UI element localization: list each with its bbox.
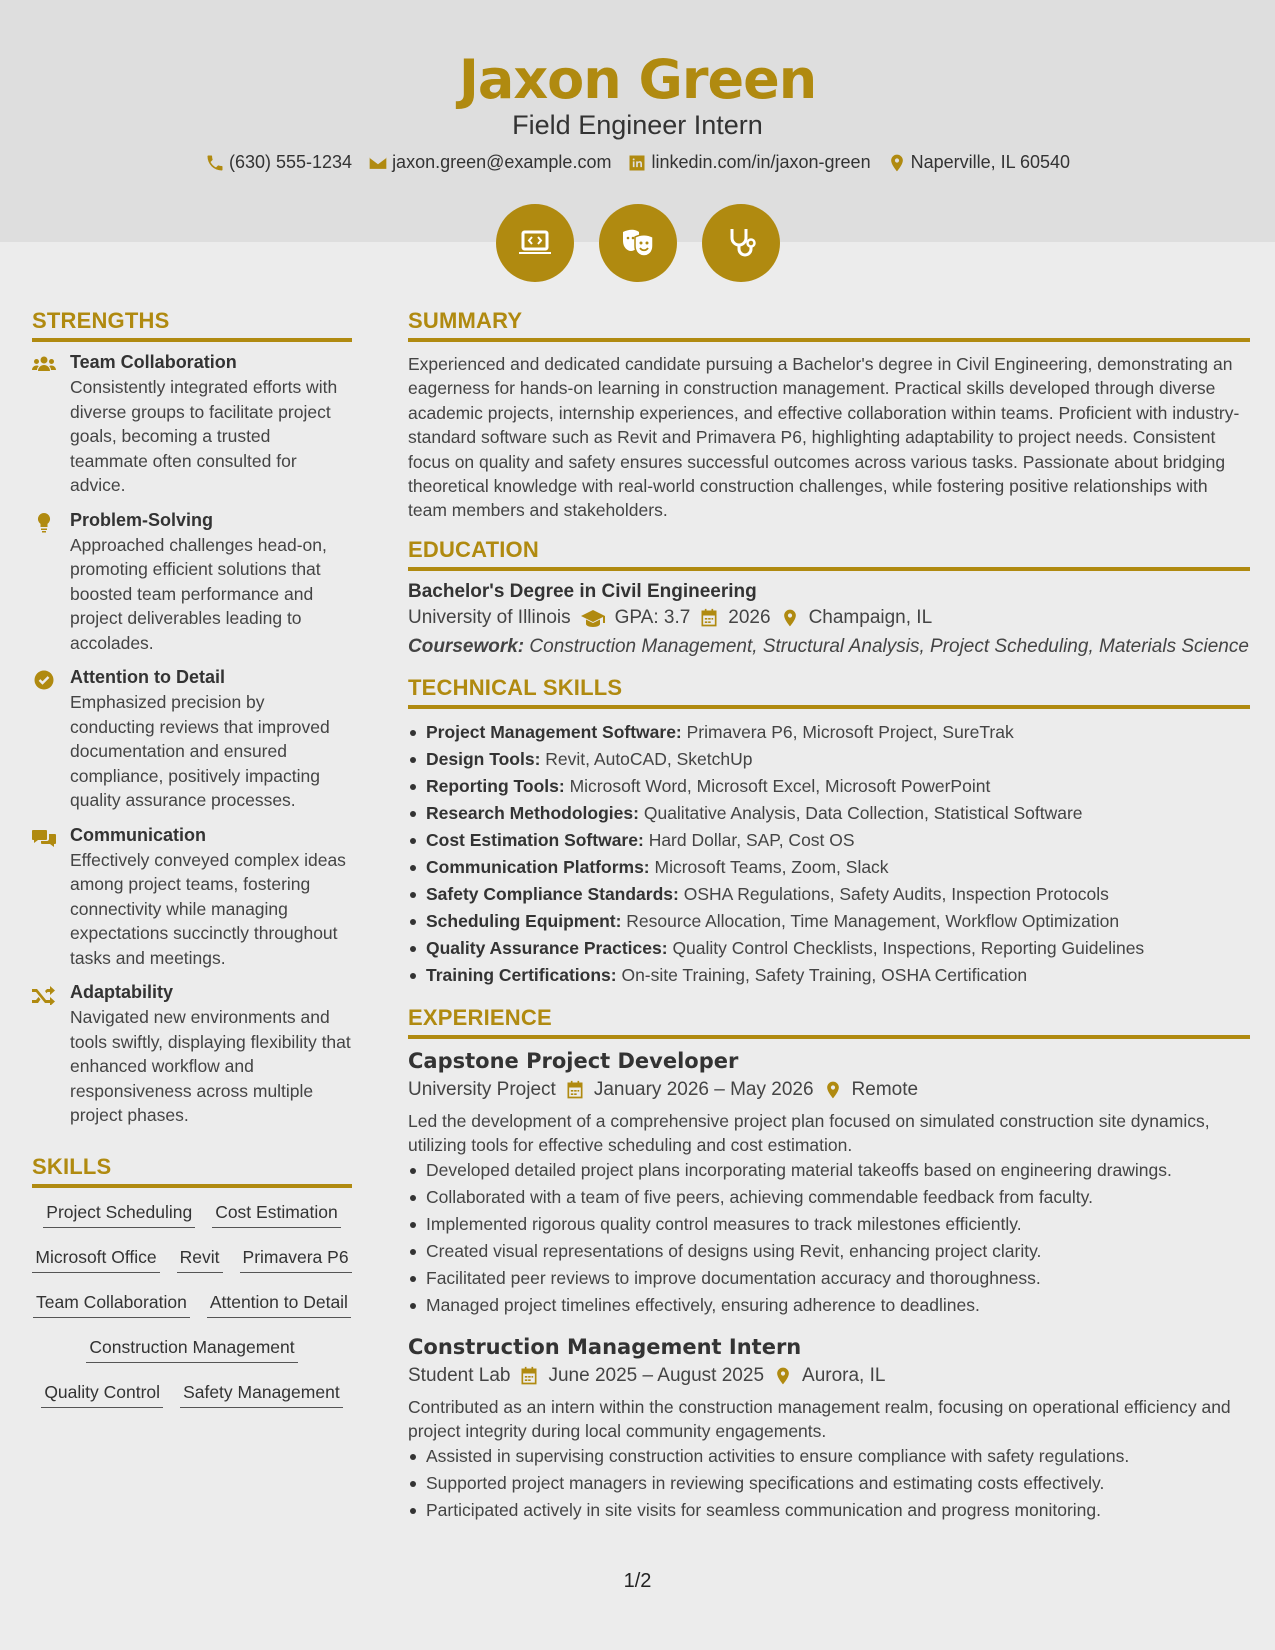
technical-skills-list	[408, 719, 1250, 989]
strength-item	[32, 982, 352, 1128]
job-title: Construction Management Intern	[408, 1334, 802, 1359]
list-item: Supported project managers in reviewing specifications and estimating costs effectively.	[408, 1470, 1250, 1497]
envelope-icon	[368, 153, 388, 173]
page-number: 1/2	[623, 1570, 652, 1592]
coursework	[408, 635, 1250, 659]
job-org: Student Lab	[408, 1364, 511, 1386]
calendar-icon	[699, 608, 719, 628]
list-item: Scheduling Equipment: Resource Allocation, Time Management, Workflow Optimization	[408, 908, 1250, 935]
contact-email[interactable]	[368, 152, 611, 173]
list-item: Facilitated peer reviews to improve documentation accuracy and thoroughness.	[408, 1265, 1250, 1292]
education-meta	[408, 607, 1250, 629]
job-location: Aurora, IL	[802, 1364, 886, 1386]
strength-desc: Effectively conveyed complex ideas among project teams, fostering connectivity while managing expectations succinctly throughout tasks and meetings.	[70, 849, 346, 968]
map-pin-icon	[887, 153, 907, 173]
list-item: Reporting Tools: Microsoft Word, Microsoft Excel, Microsoft PowerPoint	[408, 773, 1250, 800]
strength-item	[32, 510, 352, 656]
job-meta	[408, 1079, 1250, 1101]
coursework-label: Coursework:	[408, 635, 525, 657]
skill-tag: Construction Management	[86, 1337, 297, 1363]
left-column	[32, 308, 352, 1408]
job-org: University Project	[408, 1078, 556, 1100]
strengths-heading: STRENGTHS	[32, 308, 352, 342]
laptop-code-icon	[496, 204, 574, 282]
job-meta	[408, 1365, 1250, 1387]
linkedin-icon	[627, 153, 647, 173]
users-icon	[32, 355, 56, 375]
skill-tag: Microsoft Office	[32, 1247, 159, 1273]
job-bullets	[408, 1443, 1250, 1524]
contact-phone	[205, 152, 352, 173]
list-item: Project Management Software: Primavera P6, Microsoft Project, SureTrak	[408, 719, 1250, 746]
school-name: University of Illinois	[408, 606, 571, 628]
list-item: Design Tools: Revit, AutoCAD, SketchUp	[408, 746, 1250, 773]
skill-tag: Attention to Detail	[207, 1292, 351, 1318]
list-item: Developed detailed project plans incorporating material takeoffs based on engineering drawings.	[408, 1157, 1250, 1184]
list-item: Created visual representations of designs using Revit, enhancing project clarity.	[408, 1238, 1250, 1265]
contact-location	[887, 152, 1070, 173]
coursework-text: Construction Management, Structural Analysis, Project Scheduling, Materials Science	[529, 635, 1249, 657]
interest-icons	[0, 204, 1275, 282]
list-item: Participated actively in site visits for seamless communication and progress monitoring.	[408, 1497, 1250, 1524]
strength-title: Adaptability	[70, 982, 174, 1002]
experience-heading: EXPERIENCE	[408, 1005, 1250, 1039]
graduation-cap-icon	[580, 608, 606, 628]
strength-item	[32, 667, 352, 813]
job-desc: Led the development of a comprehensive project plan focused on simulated construction site dynamics, utilizing tools for effective scheduling and cost estimation.	[408, 1110, 1210, 1155]
strength-desc: Navigated new environments and tools swiftly, displaying flexibility that enhanced workflow and responsiveness across multiple project phases.	[70, 1007, 351, 1125]
skill-tag: Team Collaboration	[33, 1292, 190, 1318]
calendar-icon	[519, 1366, 539, 1386]
degree-title: Bachelor's Degree in Civil Engineering	[408, 580, 757, 602]
strength-desc: Emphasized precision by conducting reviews that improved documentation and ensured compliance, positively impacting quality assurance processes.	[70, 692, 330, 810]
contact-row	[0, 152, 1275, 173]
list-item: Safety Compliance Standards: OSHA Regulations, Safety Audits, Inspection Protocols	[408, 881, 1250, 908]
strength-item	[32, 352, 352, 498]
calendar-icon	[565, 1080, 585, 1100]
map-pin-icon	[823, 1080, 843, 1100]
job-entry	[408, 1049, 1250, 1319]
summary-heading: SUMMARY	[408, 308, 1250, 342]
phone-icon	[205, 153, 225, 173]
skill-tags	[32, 1202, 352, 1408]
job-title: Capstone Project Developer	[408, 1048, 739, 1073]
list-item: Assisted in supervising construction activities to ensure compliance with safety regulations.	[408, 1443, 1250, 1470]
summary-text: Experienced and dedicated candidate pursuing a Bachelor's degree in Civil Engineering, demonstrating an eagerness for hands-on learning in construction management. Practical skills developed through diverse academic projects, internship experiences, and effective collaboration within teams. Proficient with industry-standard software such as Revit and Primavera P6, highlighting adaptability to project needs. Consistent focus on quality and safety ensures successful outcomes across various tasks. Passionate about bridging theoretical knowledge with real-world construction challenges, while fostering positive relationships with team members and stakeholders.	[408, 354, 1240, 521]
skill-tag: Revit	[177, 1247, 223, 1273]
strength-title: Communication	[70, 824, 207, 845]
list-item: Research Methodologies: Qualitative Analysis, Data Collection, Statistical Software	[408, 800, 1250, 827]
job-bullets	[408, 1157, 1250, 1319]
gpa-text: GPA: 3.7	[614, 606, 691, 628]
list-item: Cost Estimation Software: Hard Dollar, SAP, Cost OS	[408, 827, 1250, 854]
list-item: Training Certifications: On-site Training, Safety Training, OSHA Certification	[408, 962, 1250, 989]
skill-tag: Primavera P6	[240, 1247, 352, 1273]
skills-heading: SKILLS	[32, 1154, 352, 1188]
job-desc: Contributed as an intern within the construction management realm, focusing on operational efficiency and project integrity during local community engagements.	[408, 1396, 1231, 1441]
graduation-year: 2026	[728, 606, 771, 628]
comments-icon	[32, 828, 56, 848]
skill-tag: Quality Control	[41, 1382, 163, 1408]
strength-desc: Consistently integrated efforts with diverse groups to facilitate project goals, becoming a trusted teammate often consulted for advice.	[70, 377, 338, 495]
job-dates: January 2026 – May 2026	[593, 1078, 814, 1100]
list-item: Implemented rigorous quality control measures to track milestones efficiently.	[408, 1211, 1250, 1238]
map-pin-icon	[773, 1366, 793, 1386]
strength-title: Team Collaboration	[70, 352, 237, 372]
strength-title: Attention to Detail	[70, 667, 225, 687]
right-column	[408, 308, 1250, 1524]
skill-tag: Cost Estimation	[212, 1202, 341, 1228]
shuffle-icon	[32, 985, 56, 1005]
strength-desc: Approached challenges head-on, promoting efficient solutions that boosted team performance and project deliverables leading to accolades.	[70, 534, 327, 653]
job-dates: June 2025 – August 2025	[548, 1364, 765, 1386]
strength-title: Problem-Solving	[70, 509, 214, 530]
list-item: Managed project timelines effectively, ensuring adherence to deadlines.	[408, 1292, 1250, 1319]
lightbulb-icon	[32, 513, 56, 533]
map-pin-icon	[780, 608, 800, 628]
list-item: Collaborated with a team of five peers, achieving commendable feedback from faculty.	[408, 1184, 1250, 1211]
strength-item	[32, 825, 352, 971]
candidate-role: Field Engineer Intern	[512, 110, 763, 140]
linkedin-text: linkedin.com/in/jaxon-green	[651, 152, 871, 172]
technical-skills-heading: TECHNICAL SKILLS	[408, 675, 1250, 709]
check-circle-icon	[32, 670, 56, 690]
list-item: Communication Platforms: Microsoft Teams, Zoom, Slack	[408, 854, 1250, 881]
skill-tag: Safety Management	[180, 1382, 343, 1408]
skill-tag: Project Scheduling	[43, 1202, 195, 1228]
location-text: Naperville, IL 60540	[910, 152, 1071, 172]
phone-text: (630) 555-1234	[228, 152, 353, 172]
list-item: Quality Assurance Practices: Quality Control Checklists, Inspections, Reporting Guidelines	[408, 935, 1250, 962]
candidate-name: Jaxon Green	[458, 48, 817, 111]
stethoscope-icon	[702, 204, 780, 282]
theater-masks-icon	[599, 204, 677, 282]
education-heading: EDUCATION	[408, 537, 1250, 571]
contact-linkedin[interactable]	[627, 152, 870, 173]
job-location: Remote	[851, 1078, 919, 1100]
email-text: jaxon.green@example.com	[392, 152, 612, 172]
job-entry	[408, 1335, 1250, 1524]
school-location: Champaign, IL	[808, 606, 933, 628]
